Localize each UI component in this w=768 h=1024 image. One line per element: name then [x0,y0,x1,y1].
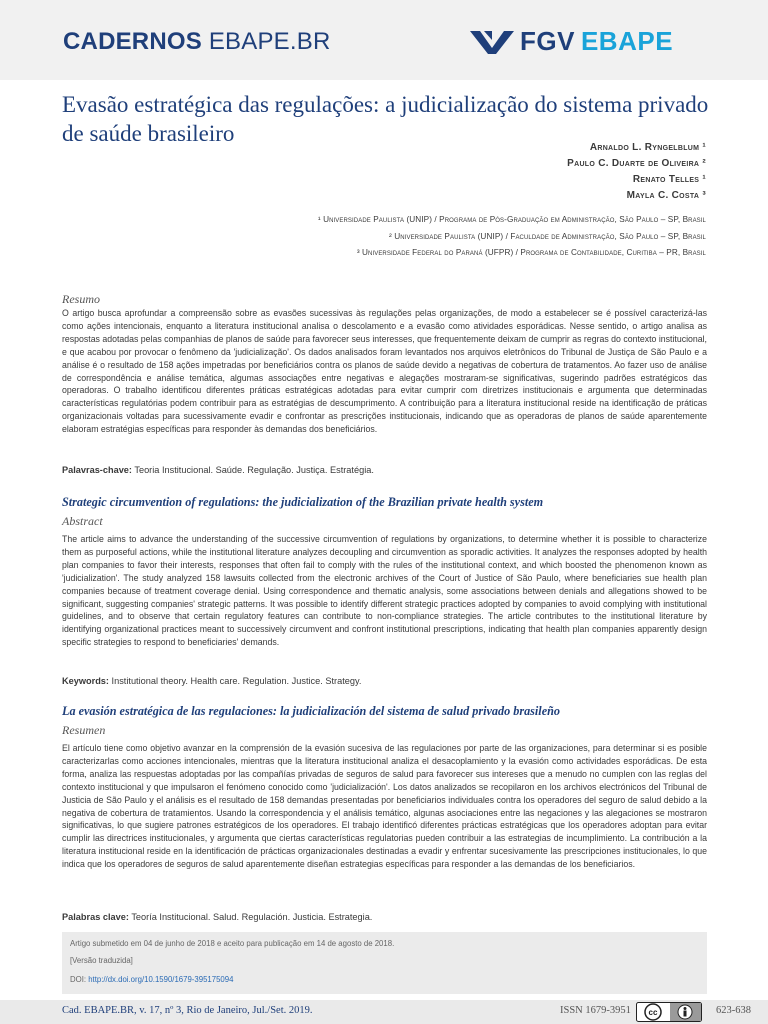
fgv-ebape-logo [470,26,673,56]
keywords-value: Teoría Institucional. Salud. Regulación. Justicia. Estrategia. [131,912,373,922]
keywords-label: Palabras clave: [62,912,129,922]
header-bar [0,0,768,80]
abstract-keywords [62,676,707,686]
logo-text-fgv: FGV [520,25,575,56]
logo-text [520,26,673,57]
logo-text-ebape: EBAPE [580,25,674,56]
author: Renato Telles ¹ [632,174,706,185]
journal-name-bold: CADERNOS [63,28,202,55]
fgv-chevron-icon [470,28,514,54]
author: Paulo C. Duarte de Oliveira ² [567,158,706,169]
author-list [567,140,706,204]
page-range: 623-638 [716,1005,751,1016]
submission-dates: Artigo submetido em 04 de junho de 2018 e aceito para publicação em 14 de agosto de 2018. [70,939,395,948]
resumo-text: O artigo busca aprofundar a compreensão sobre as evasões sucessivas às regulações pelas organizações, de modo a estabelecer se é possível caracterizá-las como ações intencionais, enquanto a literatura institucional analisa o descolamento e a evasão como atividades esporádicas. Nesse sentido, o artigo analisa as respostas adotadas pelas companhias de planos de saúde para favorecer seus interesses, que frequentemente deixam de cumprir as regras do contexto institucional, e que acabou por provocar o fenômeno da 'judicialização'. Os dados analisados foram levantados nos arquivos eletrônicos do Tribunal de Justiça de São Paulo e a análise é o resultado de 158 ações impetradas por beneficiários contra os planos de saúde devido a negativas de cobertura de tratamentos. Ao fazer uso de análise de correspondência e análise temática, algumas associações entre negativas e alegações mostraram-se significativas, sugerindo padrões estratégicos das operadoras. O trabalho identificou diferentes práticas estratégicas adotadas para evitar cumprir com diretrizes institucionais e argumenta que determinadas características regulatórias podem contribuir para as estratégias de descumprimento. A contribuição para a literatura institucional reside na identificação de práticas organizacionais voltadas para sucessivamente evadir e confrontar as prescrições institucionais, indicando que as operadoras de planos de saúde aparentemente elaboram estratégias específicas para responder às demandas dos beneficiários. [62,308,707,435]
resumen-title: La evasión estratégica de las regulaciones: la judicialización del sistema de salud privado brasileño [62,704,560,718]
resumen-text: El artículo tiene como objetivo avanzar en la comprensión de la evasión sucesiva de las regulaciones por parte de las organizaciones, para determinar si es posible caracterizarlas como acciones intencionales, mientras que la literatura institucional analiza el desacoplamiento y la evasión como actividades esporádicas. De esta forma, analiza las respuestas adoptadas por las compañías privadas de seguros de salud para favorecer sus intereses que a menudo no cumplen con las reglas del contexto institucional y que impulsaron el fenómeno conocido como 'judicialización'. Los datos analizados se recopilaron en los archivos electrónicos del Tribunal de Justicia de São Paulo y el análisis es el resultado de 158 demandas presentadas por beneficiarios individuales contra los operadores del seguro de salud debido a la negativa de cobertura de tratamientos. Usando la correspondencia y el análisis temático, algunas asociaciones entre las negaciones y las alegaciones se mostraron significativas, lo que sugiere patrones estratégicos de los operadores. El trabajo identificó diferentes prácticas estratégicas que los operadores adoptan para evitar cumplir las directrices institucionales, y argumenta que ciertas características regulatorias pueden contribuir a las estrategias de incumplimiento. La contribución a la literatura institucional reside en la identificación de prácticas organizacionales destinadas a evadir y enfrentar sucesivamente las prescripciones institucionales, lo que indica que los operadores de seguros de salud aparentemente diseñan estrategias específicas para responder a las demandas de los beneficiarios. [62,743,707,870]
journal-citation: Cad. EBAPE.BR, v. 17, nº 3, Rio de Janeiro, Jul./Set. 2019. [62,1005,313,1016]
keywords-label: Palavras-chave: [62,465,132,475]
abstract-text: The article aims to advance the understanding of the successive circumvention of regulations by organizations, to determine whether it is possible to characterize them as purposeful actions, while the institutional literature analyzes decoupling and circumvention as sporadic activities. It analyzes the responses adopted by health plan companies to favor their interests, responses that often fail to comply with the rules of the institutional context, and which boosted the phenomenon known as 'judicialization'. The study analyzed 158 lawsuits collected from the electronic archives of the Court of Justice of São Paulo, where beneficiaries sue health plan companies because of treatment coverage denial. Using correspondence and thematic analysis, some associations between denials and allegations showed to be significant, suggesting companies' strategic patterns. It was possible to identify different strategic practices adopted by companies to avoid complying with institutional guidelines, and to observe that certain regulatory features can contribute to non-compliance strategies. The article contributes to the institutional literature by identifying organizational practices meant to successively circumvent and confront institutional prescriptions, indicating that health plan companies apparently design specific strategies to respond to beneficiaries' demands. [62,534,707,648]
author: Mayla C. Costa ³ [626,190,706,201]
doi-line [70,975,233,984]
affiliation: ² Universidade Paulista (UNIP) / Faculdade de Administração, São Paulo – SP, Brasil [389,231,706,241]
keywords-value: Teoria Institucional. Saúde. Regulação. Justiça. Estratégia. [134,465,374,475]
journal-name-light: EBAPE.BR [208,28,331,55]
keywords-label: Keywords: [62,676,109,686]
journal-name [63,28,330,56]
issn: ISSN 1679-3951 [560,1005,631,1016]
article-title: Evasão estratégica das regulações: a judicialização do sistema privado de saúde brasileiro [62,92,709,146]
version-note: [Versão traduzida] [70,956,133,965]
resumo-keywords [62,465,707,475]
affiliation: ¹ Universidade Paulista (UNIP) / Programa de Pós-Graduação em Administração, São Paulo – SP, Brasil [317,215,706,224]
abstract-heading: Abstract [62,514,103,528]
cc-by-license-icon[interactable] [636,1002,702,1022]
resumen-keywords [62,912,707,922]
abstract-title: Strategic circumvention of regulations: the judicialization of the Brazilian private health system [62,495,544,509]
footer-bar [0,1000,768,1024]
doi-link[interactable]: http://dx.doi.org/10.1590/1679-395175094 [88,975,234,984]
submission-info-box [62,932,707,994]
keywords-value: Institutional theory. Health care. Regulation. Justice. Strategy. [111,676,362,686]
resumen-heading: Resumen [62,723,106,737]
affiliation-list [318,212,706,262]
affiliation: ³ Universidade Federal do Paraná (UFPR) / Programa de Contabilidade, Curitiba – PR, Brasil [356,248,706,257]
doi-label: DOI: [70,975,87,984]
resumo-heading: Resumo [62,292,100,306]
svg-text:cc: cc [648,1008,658,1017]
author: Arnaldo L. Ryngelblum ¹ [589,142,706,153]
